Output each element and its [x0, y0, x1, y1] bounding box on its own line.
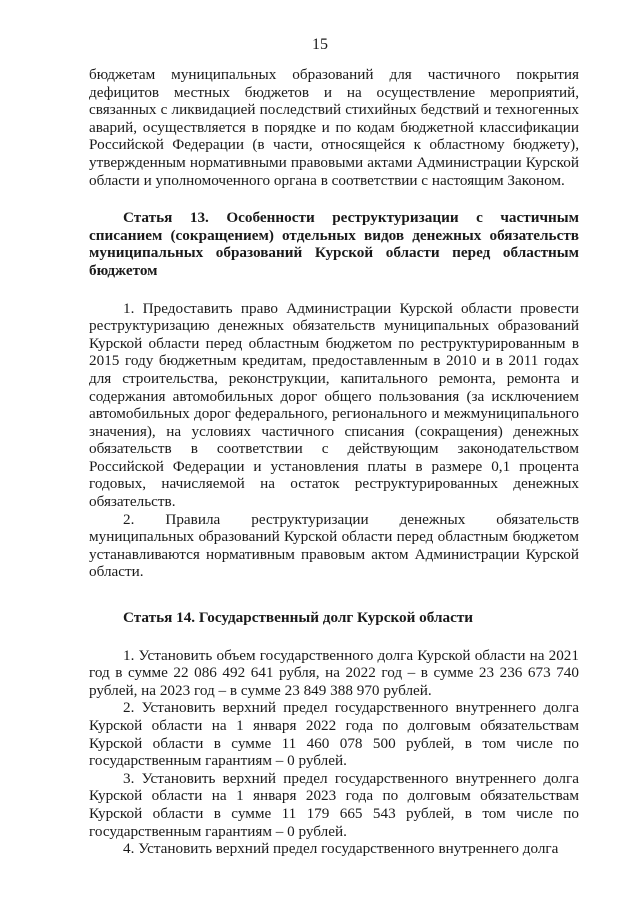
article-14-paragraph-1: 1. Установить объем государственного долга Курской области на 2021 год в сумме 22 086 492 641 рубля, на 2022 год – в сумме 23 236 673 740 рублей, на 2023 год – в сумме 23 849 388 970 рублей.	[89, 646, 579, 699]
article-14-paragraph-4: 4. Установить верхний предел государственного внутреннего долга	[123, 840, 559, 858]
article-13-paragraph-2: 2. Правила реструктуризации денежных обязательств муниципальных образований Курской области перед областным бюджетом устанавливаются нормативным правовым актом Администрации Курской области.	[89, 510, 579, 581]
spacer	[89, 280, 579, 300]
article-14-heading: Статья 14. Государственный долг Курской области	[123, 609, 474, 627]
article-14-paragraph-2: 2. Установить верхний предел государственного внутреннего долга Курской области на 1 января 2022 года по долговым обязательствам Курской области в сумме 11 460 078 500 рублей, в том числе по государственным гарантиям – 0 рублей.	[89, 699, 579, 770]
intro-paragraph: бюджетам муниципальных образований для частичного покрытия дефицитов местных бюджетов и на осуществление мероприятий, связанных с ликвидацией последствий стихийных бедствий и техногенных аварий, осуществляется в порядке и по кодам бюджетной классификации Российской Федерации (в части, относящейся к областному бюджету), утвержденным нормативными правовыми актами Администрации Курской области и уполномоченного органа в соответствии с настоящим Законом.	[89, 66, 579, 189]
article-13-paragraph-1: 1. Предоставить право Администрации Курской области провести реструктуризацию денежных обязательств муниципальных образований Курской области перед областным бюджетом по реструктурированным в 2015 году бюджетным кредитам, предоставленным в 2010 и в 2011 годах для строительства, реконструкции, капитального ремонта, ремонта и содержания автомобильных дорог общего пользования (за исключением автомобильных дорог федерального, регионального и межмуниципального значения), на условиях частичного списания (сокращения) денежных обязательств в соответствии с действующим законодательством Российской Федерации и установления платы в размере 0,1 процента годовых, начисляемой на остаток реструктурированных денежных обязательств.	[89, 299, 579, 511]
spacer	[89, 581, 579, 609]
article-13-heading: Статья 13. Особенности реструктуризации с частичным списанием (сокращением) отдельных видов денежных обязательств муниципальных образований Курской области перед областным бюджетом	[89, 209, 579, 279]
spacer	[89, 627, 579, 647]
spacer	[89, 189, 579, 209]
document-body	[89, 66, 579, 858]
article-14-paragraph-3: 3. Установить верхний предел государственного внутреннего долга Курской области на 1 января 2023 года по долговым обязательствам Курской области в сумме 11 179 665 543 рублей, в том числе по государственным гарантиям – 0 рублей.	[89, 769, 579, 840]
page-number: 15	[312, 36, 328, 53]
